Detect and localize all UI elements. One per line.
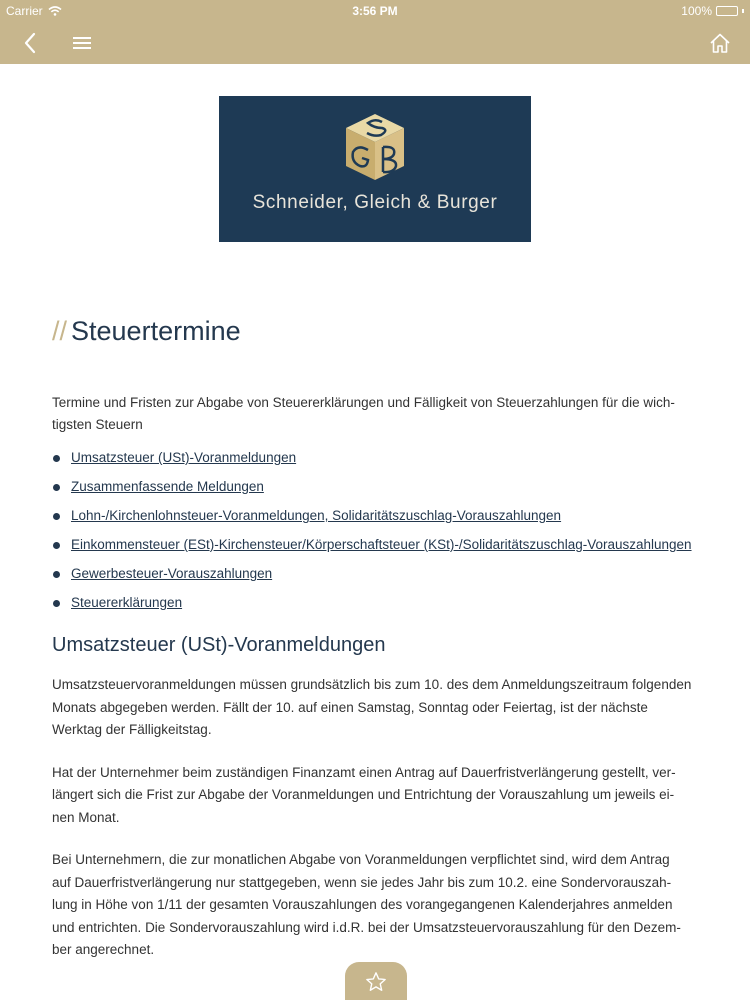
topic-list — [52, 447, 692, 614]
topic-link-ust[interactable]: Umsatzsteuer (USt)-Voranmeldungen — [71, 450, 297, 465]
bullet-icon — [53, 484, 60, 491]
intro-text: Termine und Fristen zur Abgabe von Steuererklärungen und Fälligkeit von Steuerzahlungen für die wichtigsten Steuern — [52, 395, 675, 432]
bullet-icon — [53, 600, 60, 607]
bullet-icon — [53, 455, 60, 462]
bullet-icon — [53, 542, 60, 549]
list-item — [52, 476, 692, 498]
list-item — [52, 563, 692, 585]
list-item — [52, 447, 692, 469]
battery-percent: 100% — [681, 4, 712, 18]
home-icon — [709, 32, 731, 54]
topic-link-lohnsteuer[interactable]: Lohn-/Kirchenlohnsteuer-Voranmeldungen, Solidaritätszuschlag-Vorauszahlungen — [71, 508, 562, 523]
clock: 3:56 PM — [352, 4, 398, 18]
topic-link-einkommensteuer[interactable]: Einkommensteuer (ESt)-Kirchensteuer/Körperschaftsteuer (KSt)-/Solidaritätszuschlag-Vorauszahlungen — [71, 537, 692, 552]
favorite-button[interactable] — [345, 962, 407, 1000]
title-prefix: // — [52, 316, 68, 346]
topic-link-steuererklaerungen[interactable]: Steuererklärungen — [71, 595, 183, 610]
hamburger-menu-icon — [73, 36, 91, 50]
battery-indicator — [681, 4, 744, 18]
list-item — [52, 505, 692, 527]
chevron-left-icon — [23, 32, 37, 54]
battery-icon — [716, 6, 738, 16]
bullet-icon — [53, 513, 60, 520]
list-item — [52, 592, 692, 614]
topic-link-zusammenfassende-meldungen[interactable]: Zusammenfassende Meldungen — [71, 479, 264, 494]
section-paragraph: Bei Unternehmern, die zur monatlichen Abgabe von Voranmeldungen verpflichtet sind, wird dem Antrag auf Dauerfristverlängerung nur stattgegeben, wenn sie jedes Jahr bis zum 10.2. eine Sondervorauszahlung in Höhe von 1/11 der gesamten Vorauszahlungen des vorangegangenen Kalenderjahres anmelden und entrichten. Die Sondervorauszahlung wird i.d.R. bei der Umsatzsteuervorauszahlung für den Dezember angerechnet. — [52, 852, 681, 957]
status-bar — [0, 0, 750, 22]
list-item — [52, 534, 692, 556]
home-button[interactable] — [698, 22, 742, 64]
title-text: Steuertermine — [71, 316, 241, 346]
carrier-label: Carrier — [6, 4, 43, 18]
navigation-bar — [0, 22, 750, 64]
bullet-icon — [53, 571, 60, 578]
topic-link-gewerbesteuer[interactable]: Gewerbesteuer-Vorauszahlungen — [71, 566, 273, 581]
menu-button[interactable] — [60, 22, 104, 64]
section-heading: Umsatzsteuer (USt)-Voranmeldungen — [52, 634, 386, 656]
main-content — [52, 316, 692, 962]
star-icon — [365, 971, 387, 993]
sgb-monogram-logo — [338, 110, 412, 184]
company-logo — [219, 96, 531, 242]
back-button[interactable] — [8, 22, 52, 64]
section-paragraph: Hat der Unternehmer beim zuständigen Finanzamt einen Antrag auf Dauerfristverlängerung gestellt, verlängert sich die Frist zur Abgabe der Voranmeldungen und Entrichtung der Vorauszahlung um jeweils einen Monat. — [52, 764, 676, 825]
section-paragraph: Umsatzsteuervoranmeldungen müssen grundsätzlich bis zum 10. des dem Anmeldungszeitraum folgenden Monats abgegeben werden. Fällt der 10. auf einen Samstag, Sonntag oder Feiertag, ist der nächste Werktag der Fälligkeitstag. — [52, 677, 692, 737]
firm-name: Schneider, Gleich & Burger — [252, 192, 498, 213]
page-title — [52, 316, 692, 356]
